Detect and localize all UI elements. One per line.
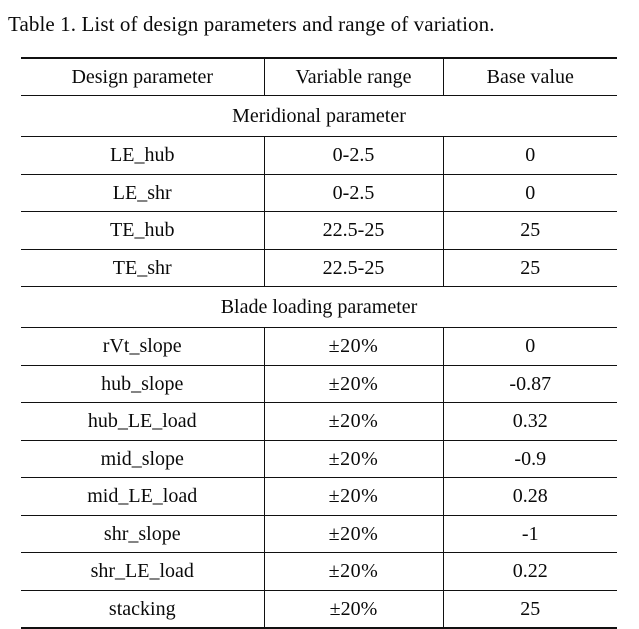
section-header-row-blade-loading: [21, 287, 617, 328]
cell-parameter: mid_slope: [21, 440, 264, 478]
table-row: [21, 365, 617, 403]
table-row: [21, 440, 617, 478]
cell-parameter: stacking: [21, 590, 264, 628]
cell-range: ±20%: [264, 515, 443, 553]
section-header-row-meridional: [21, 96, 617, 137]
cell-range: 22.5-25: [264, 249, 443, 287]
cell-range: ±20%: [264, 440, 443, 478]
cell-parameter: TE_hub: [21, 212, 264, 250]
table-container: [21, 57, 617, 629]
cell-range: 22.5-25: [264, 212, 443, 250]
cell-base-value: -0.87: [443, 365, 617, 403]
table-row: [21, 328, 617, 366]
cell-range: ±20%: [264, 478, 443, 516]
cell-base-value: -1: [443, 515, 617, 553]
section-title-blade-loading: Blade loading parameter: [21, 287, 617, 328]
cell-parameter: shr_LE_load: [21, 553, 264, 591]
cell-parameter: TE_shr: [21, 249, 264, 287]
column-header-variable-range: Variable range: [264, 58, 443, 96]
column-header-design-parameter: Design parameter: [21, 58, 264, 96]
cell-base-value: 0.32: [443, 403, 617, 441]
cell-parameter: LE_shr: [21, 174, 264, 212]
table-row: [21, 212, 617, 250]
table-row: [21, 137, 617, 175]
cell-range: ±20%: [264, 590, 443, 628]
cell-parameter: rVt_slope: [21, 328, 264, 366]
table-caption: Table 1. List of design parameters and range of variation.: [8, 12, 495, 36]
cell-parameter: hub_slope: [21, 365, 264, 403]
cell-parameter: LE_hub: [21, 137, 264, 175]
table-header-row: [21, 58, 617, 96]
cell-base-value: 0.22: [443, 553, 617, 591]
table-row: [21, 249, 617, 287]
cell-base-value: 25: [443, 212, 617, 250]
cell-base-value: 0: [443, 174, 617, 212]
cell-base-value: 0: [443, 137, 617, 175]
cell-range: ±20%: [264, 553, 443, 591]
cell-range: ±20%: [264, 403, 443, 441]
column-header-base-value: Base value: [443, 58, 617, 96]
cell-base-value: -0.9: [443, 440, 617, 478]
table-row: [21, 403, 617, 441]
design-parameters-table: [21, 57, 617, 629]
section-title-meridional: Meridional parameter: [21, 96, 617, 137]
table-row: [21, 174, 617, 212]
table-row: [21, 515, 617, 553]
cell-base-value: 0.28: [443, 478, 617, 516]
table-body: [21, 58, 617, 628]
cell-range: 0-2.5: [264, 174, 443, 212]
table-row: [21, 478, 617, 516]
cell-range: 0-2.5: [264, 137, 443, 175]
cell-range: ±20%: [264, 365, 443, 403]
table-row: [21, 590, 617, 628]
cell-parameter: mid_LE_load: [21, 478, 264, 516]
cell-base-value: 25: [443, 249, 617, 287]
cell-parameter: shr_slope: [21, 515, 264, 553]
table-row: [21, 553, 617, 591]
cell-base-value: 0: [443, 328, 617, 366]
cell-range: ±20%: [264, 328, 443, 366]
cell-parameter: hub_LE_load: [21, 403, 264, 441]
cell-base-value: 25: [443, 590, 617, 628]
